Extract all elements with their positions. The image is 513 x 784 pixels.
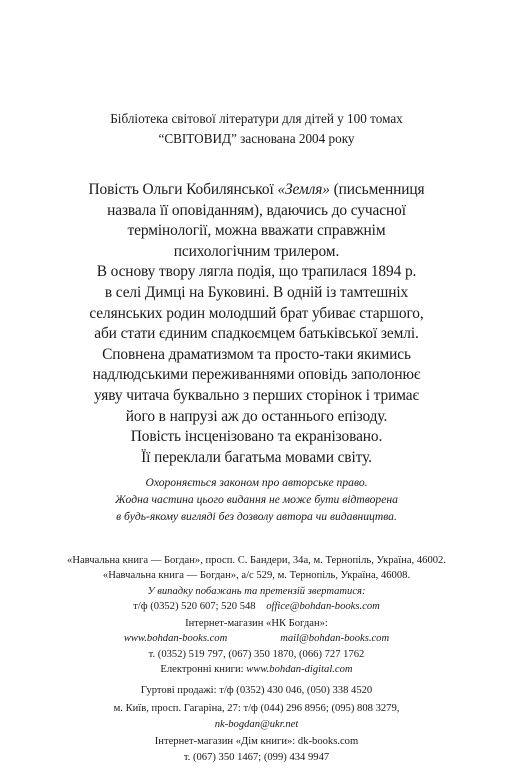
annotation-line-14 [0, 449, 513, 467]
annotation-line-5 [0, 263, 513, 281]
annotation-line-2 [0, 202, 513, 220]
annotation-line-1 [0, 181, 513, 199]
annotation-line-8 [0, 325, 513, 343]
imprint-line-10 [0, 703, 513, 714]
series-info-line-1: Бібліотека світової літератури для дітей у 100 томах [110, 111, 403, 126]
copyright-line-2: Жодна частина цього видання не може бути відтворена [115, 493, 398, 506]
annotation-line-8-part-1: аби стати єдиним спадкоємцем батьківської землі. [94, 325, 419, 343]
annotation-line-5-part-1: В основу твору лягла подія, що трапилася 1894 р. [96, 263, 417, 281]
annotation-line-9 [0, 346, 513, 364]
imprint-line-8-part-2: www.bohdan-digital.com [246, 664, 353, 675]
annotation-line-6-part-1: в селі Димці на Буковині. В одній із тамтешніх [104, 284, 409, 301]
copyright-line-3: в будь-якому вигляді без дозволу автора чи видавництва. [116, 510, 397, 523]
annotation-line-3-part-1: термінології, можна вважати справжнім [127, 222, 386, 240]
imprint-line-7 [0, 649, 513, 660]
imprint-line-4-part-2: office@bohdan-books.com [266, 601, 380, 612]
annotation-line-11 [0, 387, 513, 405]
imprint-line-11 [0, 719, 513, 730]
imprint-line-6-part-1: www.bohdan-books.com mail@bohdan-books.com [123, 633, 390, 644]
annotation-line-7 [0, 305, 513, 323]
imprint-line-2 [0, 570, 513, 581]
imprint-line-3-part-1: У випадку побажань та претензій звертатися: [147, 586, 366, 597]
imprint-line-10-part-1: м. Київ, просп. Гагаріна, 27: т/ф (044) 296 8956; (095) 808 3279, [113, 703, 400, 714]
annotation-line-13 [0, 428, 513, 446]
annotation-line-14-part-1: Її переклали багатьма мовами світу. [141, 448, 372, 466]
imprint-line-8 [0, 664, 513, 675]
annotation-line-7-part-1: селянських родин молодший брат убиває старшого, [89, 304, 424, 322]
imprint-line-13-part-1: т. (067) 350 1467; (099) 434 9947 [183, 752, 330, 763]
imprint-line-5-part-1: Інтернет-магазин «НК Богдан»: [185, 618, 328, 629]
annotation-line-10 [0, 366, 513, 384]
annotation-line-4-part-1: психологічним трилером. [173, 242, 340, 260]
annotation-line-1-part-1: Повість Ольги Кобилянської [88, 181, 278, 198]
imprint-line-9-part-1: Гуртові продажі: т/ф (0352) 430 046, (050) 338 4520 [140, 685, 373, 696]
annotation-line-3 [0, 222, 513, 240]
imprint-line-4-part-1: т/ф (0352) 520 607; 520 548 [133, 601, 267, 612]
imprint-line-1 [0, 555, 513, 566]
copyright-line-1: Охороняється законом про авторське право. [145, 476, 368, 489]
annotation-line-13-part-1: Повість інсценізовано та екранізовано. [130, 428, 383, 446]
annotation-line-1-part-3: (письменниця [329, 181, 425, 198]
annotation-line-12-part-1: його в напрузі аж до останнього епізоду. [125, 407, 388, 425]
imprint-line-12-part-1: Інтернет-магазин «Дім книги»: dk-books.com [154, 736, 359, 747]
annotation-line-11-part-1: уяву читача буквально з перших сторінок і тримає [94, 387, 419, 404]
annotation-line-10-part-1: надлюдськими переживаннями оповідь заполонює [92, 366, 421, 384]
annotation-line-2-part-1: назвала її оповіданням), вдаючись до сучасної [107, 201, 406, 219]
imprint-line-8-part-1: Електронні книги: [160, 664, 247, 675]
imprint-line-3 [0, 586, 513, 597]
imprint-line-7-part-1: т. (0352) 519 797, (067) 350 1870, (066) 727 1762 [148, 649, 365, 660]
annotation-line-4 [0, 243, 513, 261]
imprint-line-4 [0, 601, 513, 612]
imprint-line-11-part-1: nk-bogdan@ukr.net [214, 719, 299, 730]
imprint-line-6 [0, 633, 513, 644]
annotation-line-1-part-2: «Земля» [277, 181, 330, 198]
series-info-line-2: “СВІТОВИД” заснована 2004 року [158, 131, 355, 146]
annotation-line-12 [0, 408, 513, 426]
imprint-line-12 [0, 736, 513, 747]
annotation-line-6 [0, 284, 513, 302]
annotation-line-9-part-1: Сповнена драматизмом та просто-таки якимись [102, 345, 411, 363]
imprint-line-13 [0, 752, 513, 763]
imprint-line-5 [0, 618, 513, 629]
imprint-line-9 [0, 685, 513, 696]
imprint-line-2-part-1: «Навчальна книга — Богдан», а/с 529, м. Тернопіль, Україна, 46008. [102, 570, 411, 581]
imprint-line-1-part-1: «Навчальна книга — Богдан», просп. С. Бандери, 34а, м. Тернопіль, Україна, 46002. [67, 555, 446, 566]
